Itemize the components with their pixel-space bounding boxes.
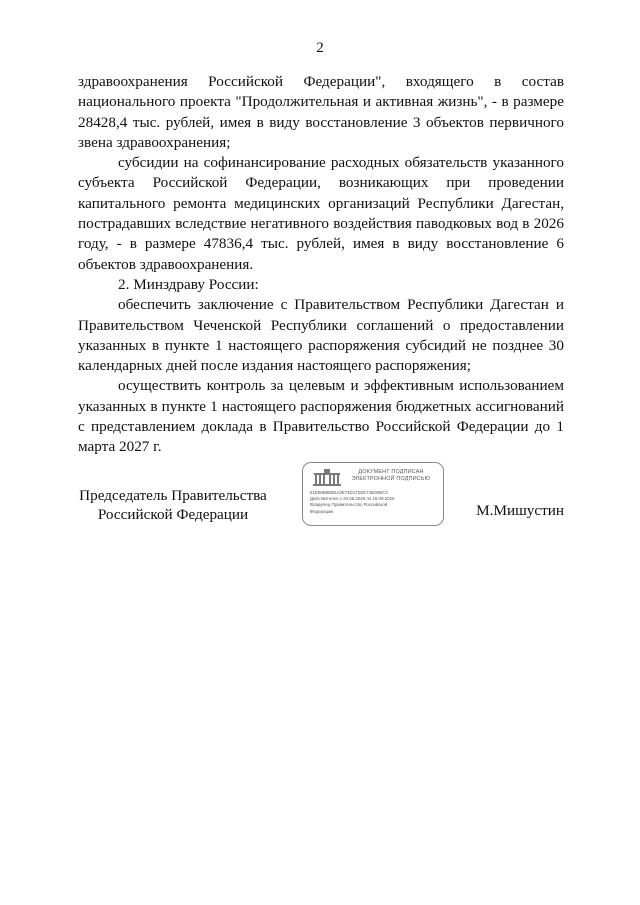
paragraph-2: субсидии на софинансирование расходных обязательств указанного субъекта Российской Федерации, возникающих при проведении капитального ремонта медицинских организаций Республики Дагестан, пострадавших вследствие негативного воздействия паводковых вод в 2026 году, - в размере 47836,4 тыс. рублей, имея в виду восстановление 6 объектов здравоохранения. [78,154,564,273]
signatory-title-line1: Председатель Правительства [79,487,267,504]
stamp-title [343,469,439,483]
paragraph-4: обеспечить заключение с Правительством Республики Дагестан и Правительством Чеченской Республики соглашений о предоставлении указанных в пункте 1 настоящего распоряжения субсидий не позднее 30 календарных дней после издания настоящего распоряжения; [78,296,564,375]
certificate-owner-line2: Федерации [310,508,333,514]
certificate-serial: 51E08B8EB0A3E74D17D2E746D0BC3 [310,490,388,495]
document-body [78,72,564,458]
certificate-validity: Действителен с 20.06.2025 по 19.09.2026 [310,496,395,502]
paragraph-5: осуществить контроль за целевым и эффективным использованием указанных в пункте 1 настоящего распоряжения бюджетных ассигнований с представлением доклада в Правительство Российской Федерации до 1 марта 2027 г. [78,377,564,456]
paragraph-3: 2. Минздраву России: [118,275,259,293]
signatory-title-line2: Российской Федерации [97,506,249,523]
stamp-title-line1: ДОКУМЕНТ ПОДПИСАН [358,469,424,475]
stamp-details [310,490,442,515]
certificate-owner-line1: Владелец Правительство Российской [310,502,388,508]
page-number: 2 [316,40,324,56]
paragraph-1: здравоохранения Российской Федерации", входящего в состав национального проекта "Продолжительная и активная жизнь", - в размере 28428,4 тыс. рублей, имея в виду восстановление 3 объектов первичного звена здравоохранения; [78,73,564,151]
signatory-title [78,486,268,524]
stamp-title-line2: ЭЛЕКТРОННОЙ ПОДПИСЬЮ [351,476,431,482]
electronic-signature-stamp [302,462,444,526]
government-building-emblem-icon [311,468,343,488]
signatory-name: М.Мишустин [476,502,564,519]
